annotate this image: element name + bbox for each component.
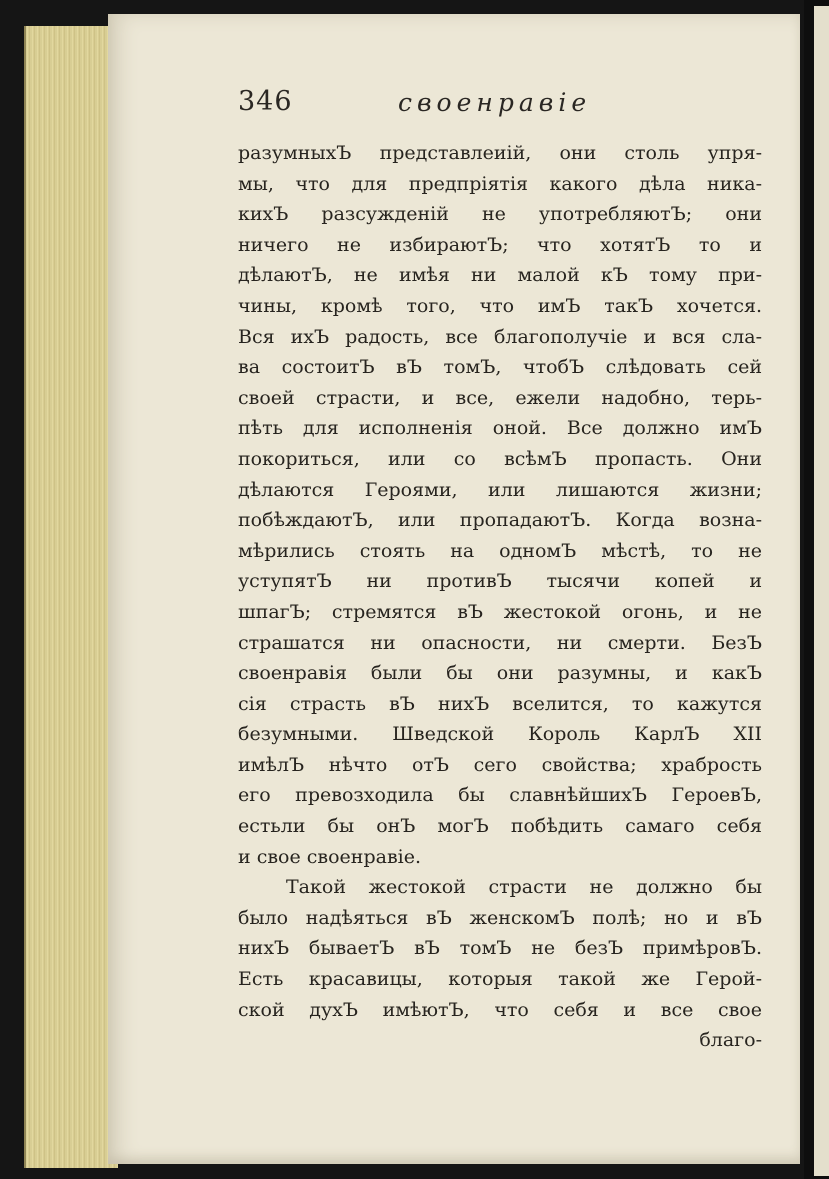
text-line: Вся ихЪ радость, все благополучіе и вся сла-	[238, 325, 762, 348]
text-line: побѣждаютЪ, или пропадаютЪ. Когда возна-	[238, 509, 762, 532]
text-line: покориться, или со всѣмЪ пропасть. Они	[238, 447, 762, 470]
facing-page-strip	[804, 0, 829, 1179]
text-line: ской духЪ имѣютЪ, что себя и все свое	[238, 998, 762, 1021]
text-line: пѣть для исполненія оной. Все должно имЪ	[238, 417, 762, 440]
text-line: уступятЪ ни противЪ тысячи копей и	[238, 570, 762, 593]
body-text	[238, 138, 762, 1056]
text-line: и свое своенравіе.	[238, 845, 421, 868]
text-line: своенравія были бы они разумны, и какЪ	[238, 662, 762, 685]
text-line: дѣлаютЪ, не имѣя ни малой кЪ тому при-	[238, 264, 762, 287]
text-line: кихЪ разсужденій не употребляютЪ; они	[238, 203, 762, 226]
text-line: нихЪ бываетЪ вЪ томЪ не безЪ примѣровЪ.	[238, 937, 762, 960]
text-line: Такой жестокой страсти не должно бы	[286, 876, 762, 899]
text-line: страшатся ни опасности, ни смерти. БезЪ	[238, 631, 762, 654]
text-line: безумными. Шведской Король КарлЪ XII	[238, 723, 762, 746]
paragraph	[238, 872, 762, 1025]
text-line: мѣрились стоять на одномЪ мѣстѣ, то не	[238, 539, 762, 562]
text-line: разумныхЪ представлеиій, они столь упря-	[238, 142, 762, 164]
page-edges	[24, 26, 118, 1168]
text-line: сія страсть вЪ нихЪ вселится, то кажутся	[238, 692, 762, 715]
facing-page-edge	[814, 6, 829, 1176]
catchword: благо-	[699, 1029, 762, 1052]
text-line: дѣлаются Героями, или лишаются жизни;	[238, 478, 762, 501]
text-line: чины, кромѣ того, что имЪ такЪ хочется.	[238, 294, 762, 317]
text-line: Есть красавицы, которыя такой же Герой-	[238, 968, 762, 991]
text-line: ничего не избираютЪ; что хотятЪ то и	[238, 233, 762, 256]
text-line: имѣлЪ нѣчто отЪ сего свойства; храбрость	[238, 753, 762, 776]
text-line: мы, что для предпріятія какого дѣла ника-	[238, 172, 762, 195]
running-title: своенравіе	[398, 88, 592, 117]
text-line: естьли бы онЪ могЪ побѣдить самаго себя	[238, 815, 762, 838]
text-line: своей страсти, и все, ежели надобно, терь-	[238, 386, 762, 409]
running-head	[238, 84, 778, 124]
page-number: 346	[238, 86, 293, 117]
text-line: шпагЪ; стремятся вЪ жестокой огонь, и не	[238, 600, 762, 623]
paragraph	[238, 138, 762, 872]
text-line: его превозходила бы славнѣйшихЪ ГероевЪ,	[238, 784, 762, 807]
text-line: было надѣяться вЪ женскомЪ полѣ; но и вЪ	[238, 906, 762, 929]
text-line: ва состоитЪ вЪ томЪ, чтобЪ слѣдовать сей	[238, 356, 762, 379]
